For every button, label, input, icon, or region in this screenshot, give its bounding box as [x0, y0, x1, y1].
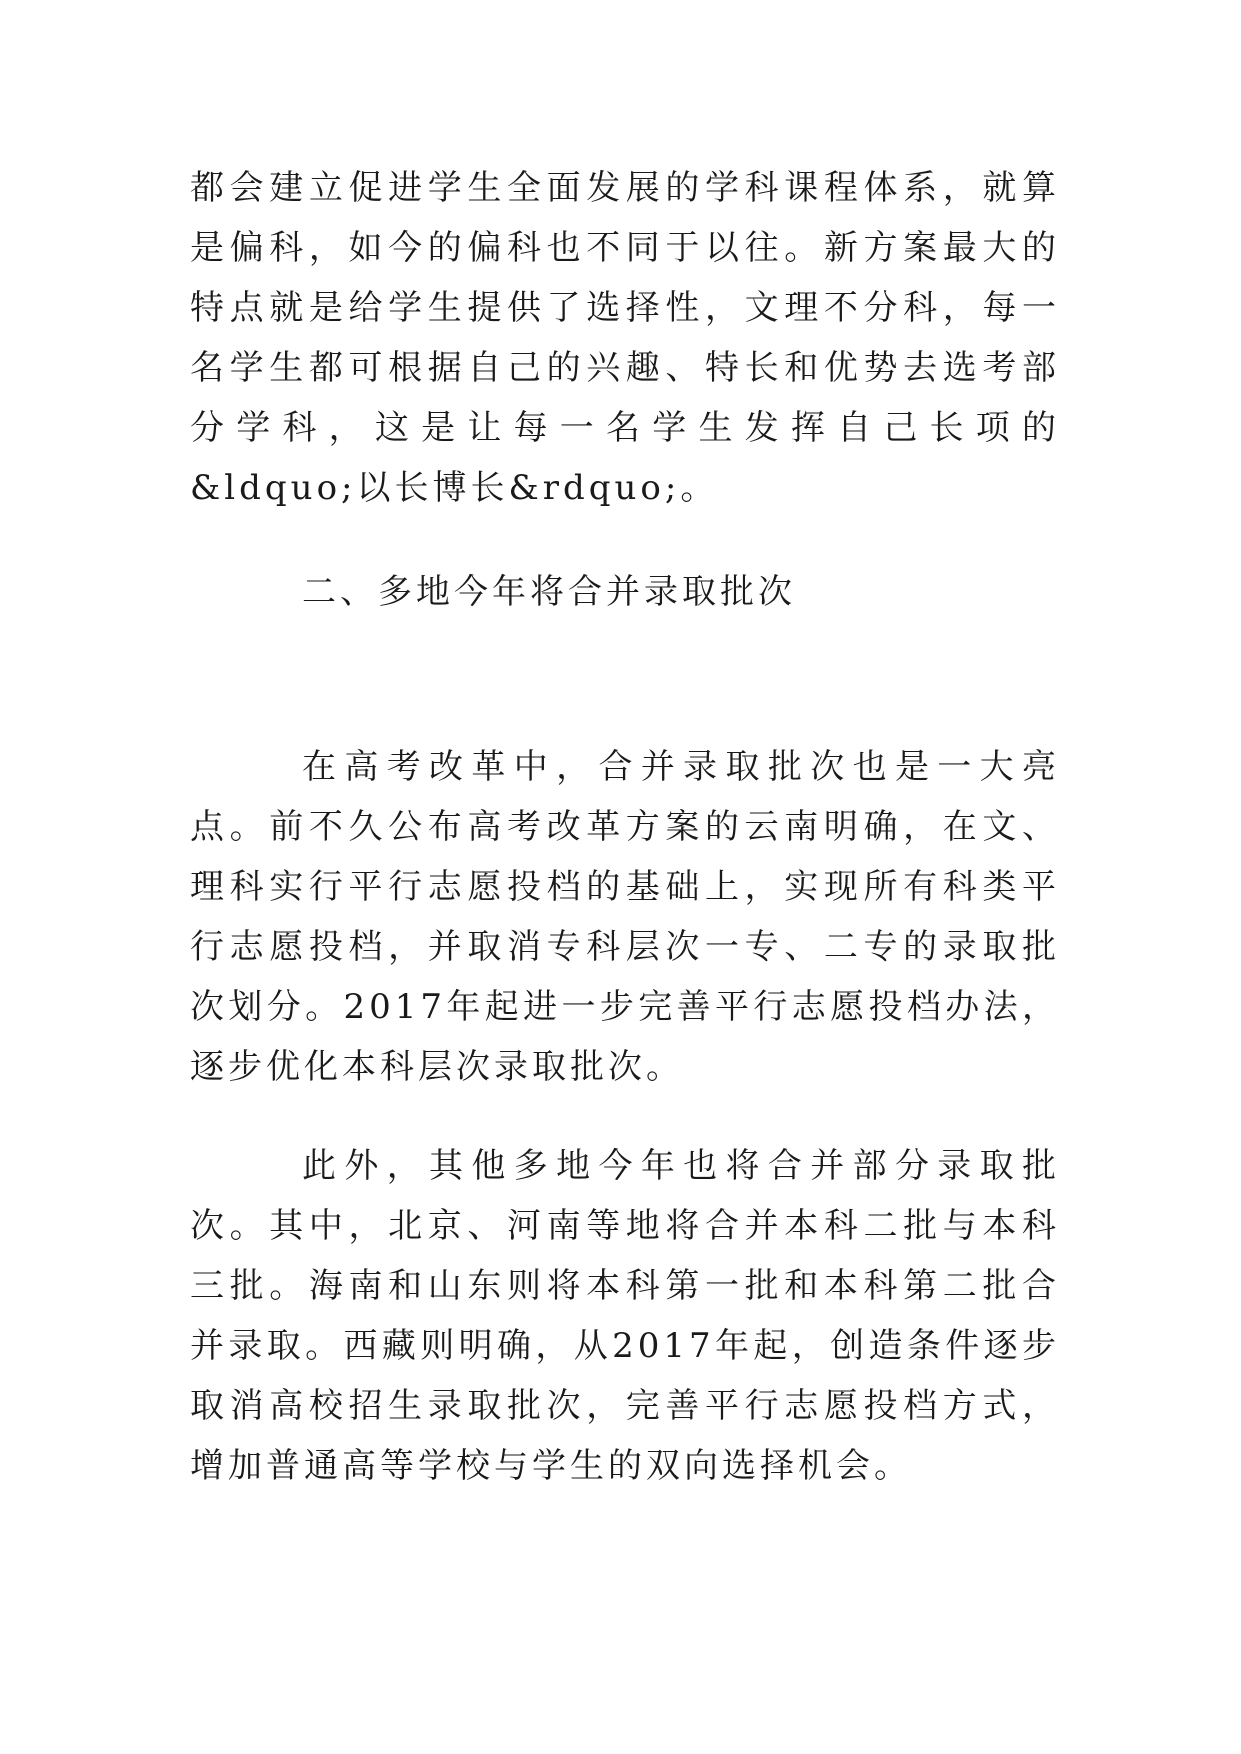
paragraph-1: 都会建立促进学生全面发展的学科课程体系，就算是偏科，如今的偏科也不同于以往。新方案最大的特点就是给学生提供了选择性，文理不分科，每一名学生都可根据自己的兴趣、特长和优势去选考部分学科，这是让每一名学生发挥自己长项的&ldquo;以长博长&rdquo;。: [190, 168, 1060, 508]
section-heading-2: 二、多地今年将合并录取批次: [302, 572, 796, 612]
paragraph-3: 此外，其他多地今年也将合并部分录取批次。其中，北京、河南等地将合并本科二批与本科三批。海南和山东则将本科第一批和本科第二批合并录取。西藏则明确，从2017年起，创造条件逐步取消高校招生录取批次，完善平行志愿投档方式，增加普通高等学校与学生的双向选择机会。: [190, 1146, 1060, 1486]
paragraph-2: 在高考改革中，合并录取批次也是一大亮点。前不久公布高考改革方案的云南明确，在文、理科实行平行志愿投档的基础上，实现所有科类平行志愿投档，并取消专科层次一专、二专的录取批次划分。2017年起进一步完善平行志愿投档办法，逐步优化本科层次录取批次。: [190, 747, 1060, 1087]
